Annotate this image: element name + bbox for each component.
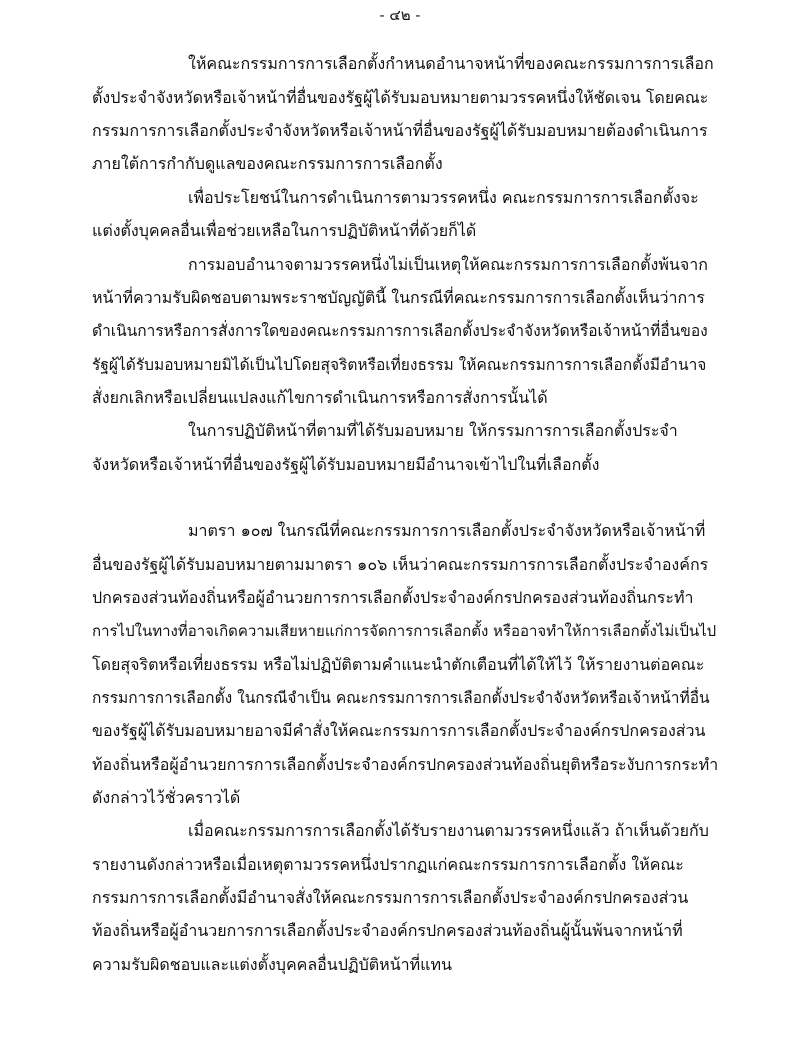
paragraph-line: ให้คณะกรรมการการเลือกตั้งกำหนดอำนาจหน้าที่ของคณะกรรมการการเลือก bbox=[188, 54, 714, 73]
section-heading-line: มาตรา ๑๐๗ ในกรณีที่คณะกรรมการการเลือกตั้งประจำจังหวัดหรือเจ้าหน้าที่ bbox=[188, 521, 706, 540]
paragraph-line: โดยสุจริตหรือเที่ยงธรรม หรือไม่ปฏิบัติตามคำแนะนำตักเตือนที่ได้ให้ไว้ ให้รายงานต่อคณะ bbox=[92, 655, 705, 674]
paragraph-line: ปกครองส่วนท้องถิ่นหรือผู้อำนวยการการเลือกตั้งประจำองค์กรปกครองส่วนท้องถิ่นกระทำ bbox=[92, 588, 694, 607]
paragraph-line: การไปในทางที่อาจเกิดความเสียหายแก่การจัดการการเลือกตั้ง หรืออาจทำให้การเลือกตั้งไม่เป็นไป bbox=[92, 622, 717, 640]
paragraph-line: หน้าที่ความรับผิดชอบตามพระราชบัญญัตินี้ ในกรณีที่คณะกรรมการการเลือกตั้งเห็นว่าการ bbox=[92, 288, 705, 307]
paragraph-line: เพื่อประโยชน์ในการดำเนินการตามวรรคหนึ่ง คณะกรรมการการเลือกตั้งจะ bbox=[188, 188, 699, 207]
paragraph-line: ในการปฏิบัติหน้าที่ตามที่ได้รับมอบหมาย ให้กรรมการการเลือกตั้งประจำ bbox=[188, 421, 678, 440]
paragraph-line: จังหวัดหรือเจ้าหน้าที่อื่นของรัฐผู้ได้รับมอบหมายมีอำนาจเข้าไปในที่เลือกตั้ง bbox=[92, 455, 600, 474]
paragraph-line: ท้องถิ่นหรือผู้อำนวยการการเลือกตั้งประจำองค์กรปกครองส่วนท้องถิ่นยุติหรือระงับการกระทำ bbox=[92, 755, 719, 774]
paragraph-line: แต่งตั้งบุคคลอื่นเพื่อช่วยเหลือในการปฏิบัติหน้าที่ด้วยก็ได้ bbox=[92, 221, 477, 240]
page-number: - ๔๒ - bbox=[379, 6, 421, 24]
paragraph-line: สั่งยกเลิกหรือเปลี่ยนแปลงแก้ไขการดำเนินการหรือการสั่งการนั้นได้ bbox=[92, 388, 548, 407]
paragraph-line: รัฐผู้ได้รับมอบหมายมิได้เป็นไปโดยสุจริตหรือเที่ยงธรรม ให้คณะกรรมการการเลือกตั้งมีอำนาจ bbox=[92, 356, 707, 374]
paragraph-line: ดำเนินการหรือการสั่งการใดของคณะกรรมการการเลือกตั้งประจำจังหวัดหรือเจ้าหน้าที่อื่นของ bbox=[92, 322, 708, 340]
paragraph-line: ภายใต้การกำกับดูแลของคณะกรรมการการเลือกตั้ง bbox=[92, 154, 443, 173]
paragraph-line: ความรับผิดชอบและแต่งตั้งบุคคลอื่นปฏิบัติหน้าที่แทน bbox=[92, 955, 452, 974]
paragraph-line: ของรัฐผู้ได้รับมอบหมายอาจมีคำสั่งให้คณะกรรมการการเลือกตั้งประจำองค์กรปกครองส่วน bbox=[92, 721, 706, 740]
paragraph-line: กรรมการการเลือกตั้งมีอำนาจสั่งให้คณะกรรมการการเลือกตั้งประจำองค์กรปกครองส่วน bbox=[92, 888, 689, 907]
paragraph-line: รายงานดังกล่าวหรือเมื่อเหตุตามวรรคหนึ่งปรากฏแก่คณะกรรมการการเลือกตั้ง ให้คณะ bbox=[92, 855, 684, 874]
paragraph-line: กรรมการการเลือกตั้งประจำจังหวัดหรือเจ้าหน้าที่อื่นของรัฐผู้ได้รับมอบหมายต้องดำเนินการ bbox=[92, 121, 708, 140]
paragraph-line: ท้องถิ่นหรือผู้อำนวยการการเลือกตั้งประจำองค์กรปกครองส่วนท้องถิ่นผู้นั้นพ้นจากหน้าที่ bbox=[92, 921, 683, 940]
paragraph-line: ดังกล่าวไว้ชั่วคราวได้ bbox=[92, 788, 241, 807]
paragraph-line: การมอบอำนาจตามวรรคหนึ่งไม่เป็นเหตุให้คณะกรรมการการเลือกตั้งพ้นจาก bbox=[188, 255, 708, 274]
paragraph-line: กรรมการการเลือกตั้ง ในกรณีจำเป็น คณะกรรมการการเลือกตั้งประจำจังหวัดหรือเจ้าหน้าที่อื่น bbox=[92, 689, 710, 707]
paragraph-line: อื่นของรัฐผู้ได้รับมอบหมายตามมาตรา ๑๐๖ เห็นว่าคณะกรรมการการเลือกตั้งประจำองค์กร bbox=[92, 555, 709, 574]
paragraph-line: ตั้งประจำจังหวัดหรือเจ้าหน้าที่อื่นของรัฐผู้ได้รับมอบหมายตามวรรคหนึ่งให้ชัดเจน โดยคณะ bbox=[92, 88, 709, 107]
paragraph-line: เมื่อคณะกรรมการการเลือกตั้งได้รับรายงานตามวรรคหนึ่งแล้ว ถ้าเห็นด้วยกับ bbox=[188, 821, 709, 840]
